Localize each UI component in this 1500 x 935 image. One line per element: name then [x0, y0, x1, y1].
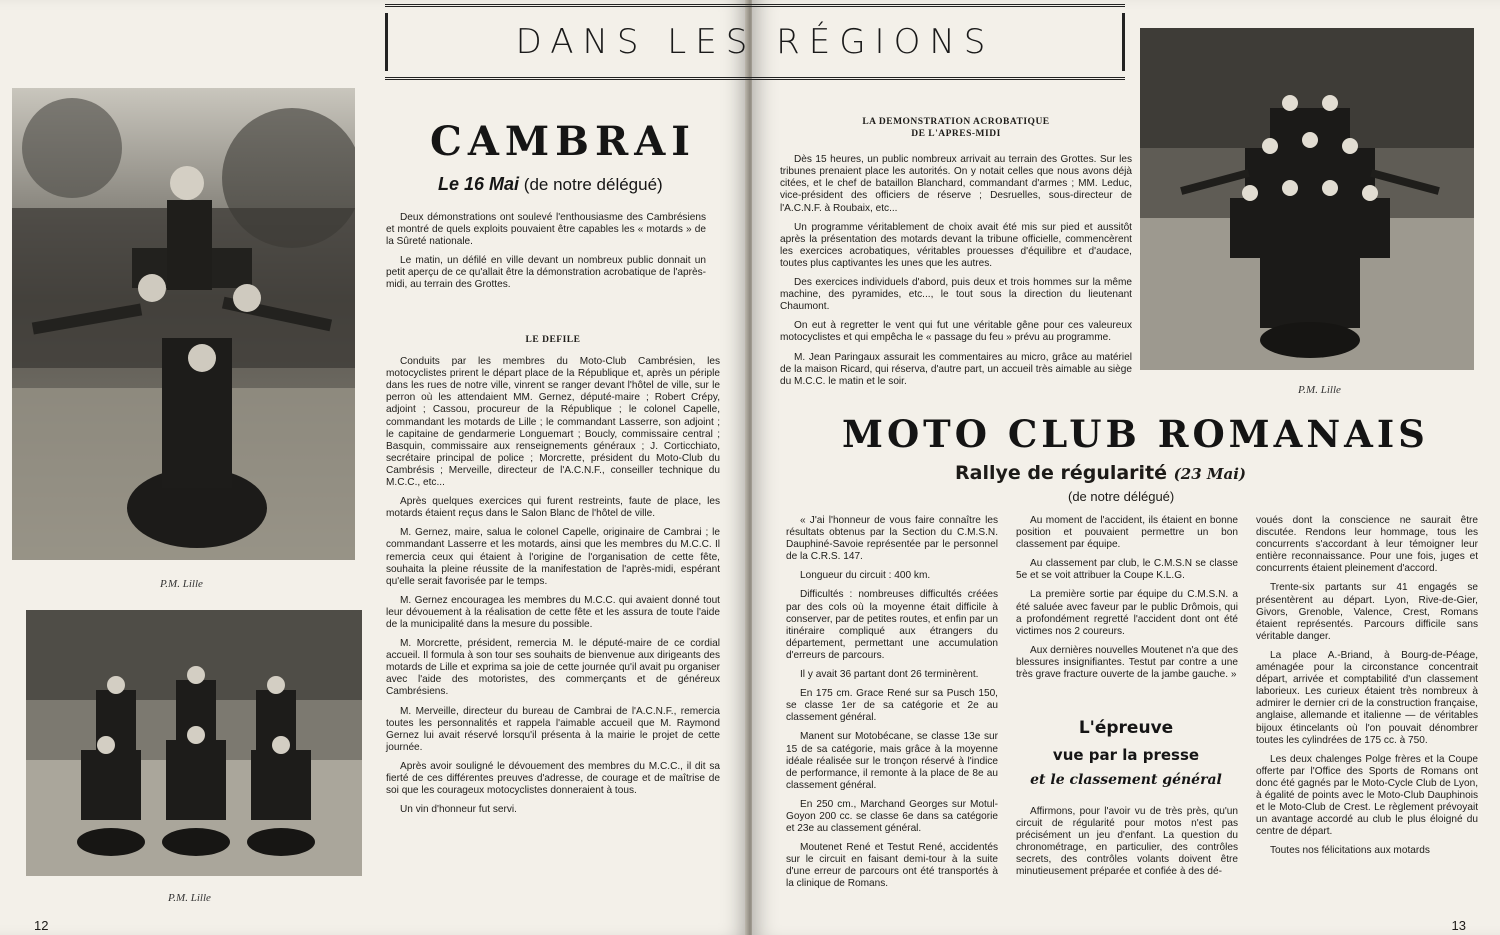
- rallye-title: Rallye de régularité: [955, 462, 1168, 484]
- photo-acrobatic-pyramid: [1140, 28, 1474, 370]
- paragraph: Au classement par club, le C.M.S.N se classe 5e et se voit attribuer la Coupe K.L.G.: [1016, 558, 1238, 582]
- cambrai-body: [386, 330, 720, 823]
- paragraph: Trente-six partants sur 41 engagés se présentèrent au départ. Lyon, Rive-de-Gier, Givors, Grenoble, Valence, Crest, Romans étaient représentés. Parcours difficile sans véritable danger.: [1256, 582, 1478, 642]
- paragraph: Dès 15 heures, un public nombreux arrivait au terrain des Grottes. Sur les tribunes prenaient place les autorités. On y notait celles que nous avons déjà citées, et le chef de bataillon Blanchard, commandant d'armes ; MM. Leduc, vice-président des officiers de réserve ; Desruelles, sous-directeur de l'A.C.N.F. à Roubaix, etc...: [780, 154, 1132, 214]
- paragraph: Les deux chalenges Polge frères et la Coupe offerte par l'Office des Sports de Romans ont donc été gagnés par le Moto-Cycle Club de Lyon, à égalité de points avec le Moto-Club Dauphinois et le Moto-Club de Crest. Le règlement prévoyait un avantage accordé au club le plus éloigné du centre de départ.: [1256, 753, 1478, 838]
- paragraph: Longueur du circuit : 400 km.: [800, 570, 931, 582]
- moto-col-3: [1256, 515, 1478, 864]
- paragraph: voués dont la conscience ne saurait être discutée. Rendons leur hommage, tous les concurrents s'accordant à leur témoigner leur entière reconnaissance. Pour une fois, juges et concurrents étaient pleinement d'accord.: [1256, 515, 1478, 575]
- section-heading-demo: [780, 116, 1132, 140]
- photo-caption-top: P.M. Lille: [160, 578, 203, 590]
- press-heading-line2: vue par la presse: [1052, 746, 1200, 764]
- press-heading-line3: et le classement général: [1030, 772, 1222, 788]
- paragraph: Le matin, un défilé en ville devant un nombreux public donnait un petit aperçu de ce qu'allait être la démonstration acrobatique de l'après-midi, au terrain des Grottes.: [386, 255, 706, 291]
- rallye-date: (23 Mai): [1173, 465, 1246, 483]
- photo-motorcycle-formation: [26, 610, 362, 876]
- pyramid-photo-icon: [12, 88, 355, 560]
- article-subtitle-rallye: [955, 462, 1246, 484]
- paragraph: Un vin d'honneur fut servi.: [400, 804, 517, 816]
- acrobatic-photo-icon: [1140, 28, 1474, 370]
- paragraph: La première sortie par équipe du C.M.S.N. a été saluée avec faveur par le public Drômois, qui a profondément regretté l'accident dont ont été victimes nos 2 coureurs.: [1016, 589, 1238, 637]
- page-number-left: 12: [34, 918, 49, 933]
- press-heading-line1: L'épreuve: [1078, 718, 1174, 738]
- formation-photo-icon: [26, 610, 362, 876]
- article-dateline-cambrai: [438, 174, 663, 195]
- paragraph: Affirmons, pour l'avoir vu de très près, qu'un circuit de régularité pour motos n'est pas précisément un jeu d'enfant. La question du chronométrage, en particulier, des contrôles secrets, des contrôles volants doivent être minutieusement préparée et confiée à des dé-: [1016, 806, 1238, 878]
- photo-motorcycle-pyramid: [12, 88, 355, 560]
- moto-col-1: [786, 515, 998, 898]
- paragraph: M. Merveille, directeur du bureau de Cambrai de l'A.C.N.F., remercia toutes les personnalités et rappela l'aimable accueil que M. Raymond Gernez lui avait réservé lorsqu'il présenta à la mairie le projet de cette journée.: [386, 705, 720, 753]
- paragraph: Au moment de l'accident, ils étaient en bonne position et pouvaient permettre un bon classement par équipe.: [1016, 515, 1238, 551]
- paragraph: La place A.-Briand, à Bourg-de-Péage, aménagée pour la circonstance concentrait départ, arrivée et comptabilité d'un classement laborieux. Les curieux étaient très nombreux à admirer le dernier cri de la construction française, anglaise, allemande et italienne — de véritables bijoux étincelants où l'on pouvait dénombrer toutes les cylindrées de 175 cc. à 750.: [1256, 649, 1478, 746]
- paragraph: On eut à regretter le vent qui fut une véritable gêne pour ces valeureux motocyclistes et qui empêcha le « passage du feu » prévu au programme.: [780, 320, 1132, 344]
- paragraph: Des exercices individuels d'abord, puis deux et trois hommes sur la même machine, des pyramides, etc..., le tout sous la direction du lieutenant Chaumont.: [780, 277, 1132, 313]
- paragraph: Manent sur Motobécane, se classe 13e sur 15 de sa catégorie, mais grâce à la moyenne idéale réalisée sur le tronçon réservé à l'indice de performance, il remonte à la place de 8e au classement général.: [786, 731, 998, 791]
- paragraph: « J'ai l'honneur de vous faire connaître les résultats obtenus par la Section du C.M.S.N. Dauphiné-Savoie représentée par le personnel de la C.R.S. 147.: [786, 515, 998, 563]
- section-heading-defile: LE DEFILE: [525, 335, 581, 345]
- paragraph: M. Jean Paringaux assurait les commentaires au micro, grâce au matériel de la maison Ricard, qui réserva, d'autre part, un accueil très aimable au siège du M.C.C. le matin et le soir.: [780, 351, 1132, 387]
- article-title-cambrai: CAMBRAI: [430, 118, 696, 165]
- article-date: Le 16 Mai: [438, 174, 520, 194]
- section-banner: [385, 4, 1125, 80]
- banner-right-rule: [1122, 13, 1125, 71]
- paragraph: Deux démonstrations ont soulevé l'enthousiasme des Cambrésiens et montré de quels exploits pouvaient être capables les « motards » de la Sûreté nationale.: [386, 212, 706, 248]
- paragraph: Il y avait 36 partant dont 26 terminèrent.: [800, 669, 979, 681]
- paragraph: Aux dernières nouvelles Moutenet n'a que des blessures insignifiantes. Testut par contre a une très grave fracture ouverte de la jambe gauche. »: [1016, 644, 1238, 681]
- photo-caption-bottom: P.M. Lille: [168, 892, 211, 904]
- press-section-heading: [1012, 718, 1240, 788]
- paragraph: Après avoir souligné le dévouement des membres du M.C.C., il dit sa fierté de ces différentes preuves d'adresse, de courage et de maîtrise de soi que les courageux motocyclistes donneraient à tous.: [386, 760, 720, 797]
- paragraph: M. Morcrette, président, remercia M. le député-maire de ce cordial accueil. Il formula à son tour ses souhaits de bienvenue aux dirigeants des motards de Lille et exprima sa joie de cette journée qu'il avait pu organiser avec l'aide des motoristes, des commerçants et de généreux Cambrésiens.: [386, 638, 720, 698]
- demo-heading-line1: LA DEMONSTRATION ACROBATIQUE: [862, 117, 1050, 127]
- article-title-moto-club: MOTO CLUB ROMANAIS: [842, 412, 1429, 456]
- banner-title: DANS LES RÉGIONS: [515, 22, 995, 62]
- paragraph: Moutenet René et Testut René, accidentés sur le circuit en faisant demi-tour à la suite d'une erreur de parcours ont été transportés à la clinique de Romans.: [786, 842, 998, 890]
- paragraph: M. Gernez, maire, salua le colonel Capelle, originaire de Cambrai ; le commandant Lasserre et les motards, ainsi que les membres du M.C.C. Il remercia ceux qui étaient à l'origine de l'organisation de cette fête, souhaita la pleine réussite de la manifestation de l'après-midi, espérant qu'elle serait favorisée par le temps.: [386, 527, 720, 587]
- paragraph: M. Gernez encouragea les membres du M.C.C. qui avaient donné tout leur dévouement à la réalisation de cette fête et les assura de toute l'aide de la municipalité dans la mesure du possible.: [386, 594, 720, 630]
- cambrai-intro: [386, 212, 706, 299]
- photo-caption-right: P.M. Lille: [1298, 384, 1341, 396]
- demo-section: [780, 112, 1132, 395]
- paragraph: Un programme véritablement de choix avait été mis sur pied et aussitôt après la présentation des motards devant la tribune officielle, commencèrent les exercices acrobatiques, véritables prouesses d'équilibre et d'audace, toutes plus captivantes les unes que les autres.: [780, 221, 1132, 269]
- banner-left-rule: [385, 13, 388, 71]
- page-number-right: 13: [1451, 918, 1466, 933]
- article-source: (de notre délégué): [523, 175, 663, 194]
- left-page: [0, 0, 748, 935]
- paragraph: Difficultés : nombreuses difficultés créées par des cols où la moyenne était difficile à conserver, par de petites routes, et enfin par un itinéraire compliqué aux étrangers du département, permettant une accumulation d'erreurs de parcours.: [786, 589, 998, 661]
- paragraph: Après quelques exercices qui furent restreints, faute de place, les motards étaient reçus dans le Salon Blanc de l'hôtel de ville.: [386, 496, 720, 520]
- paragraph: En 250 cm., Marchand Georges sur Motul-Goyon 200 cc. se classe 6e dans sa catégorie et 23e au classement général.: [786, 798, 998, 835]
- right-page: [752, 0, 1500, 935]
- paragraph: Toutes nos félicitations aux motards: [1270, 845, 1430, 857]
- moto-col-2: [1016, 515, 1238, 688]
- paragraph: En 175 cm. Grace René sur sa Pusch 150, se classe 1er de sa catégorie et 2e au classement général.: [786, 688, 998, 724]
- demo-heading-line2: DE L'APRES-MIDI: [911, 129, 1001, 140]
- paragraph: Conduits par les membres du Moto-Club Cambrésien, les motocyclistes prirent le départ place de la République et, après un périple dans les rues de notre ville, vinrent se ranger devant l'hôtel de ville, sur le perron où les attendaient MM. Gernez, député-maire ; Robert Crépy, adjoint ; Cassou, procureur de la République ; le colonel Capelle, commandant les motards de Lille ; le commandant Lasserre, son adjoint ; le capitaine de gendarmerie Longuemart ; Boucly, commissaire central ; Basquin, commissaire aux renseignements généraux ; J. Corticchiato, secrétaire principal de police ; Morcrette, président du Moto-Club du Cambrésis ; Merveille, directeur de l'A.C.N.F., conseiller technique du M.C.C., etc...: [386, 356, 720, 489]
- moto-col-2-press: [1016, 806, 1238, 886]
- article-source-moto: (de notre délégué): [1068, 489, 1175, 504]
